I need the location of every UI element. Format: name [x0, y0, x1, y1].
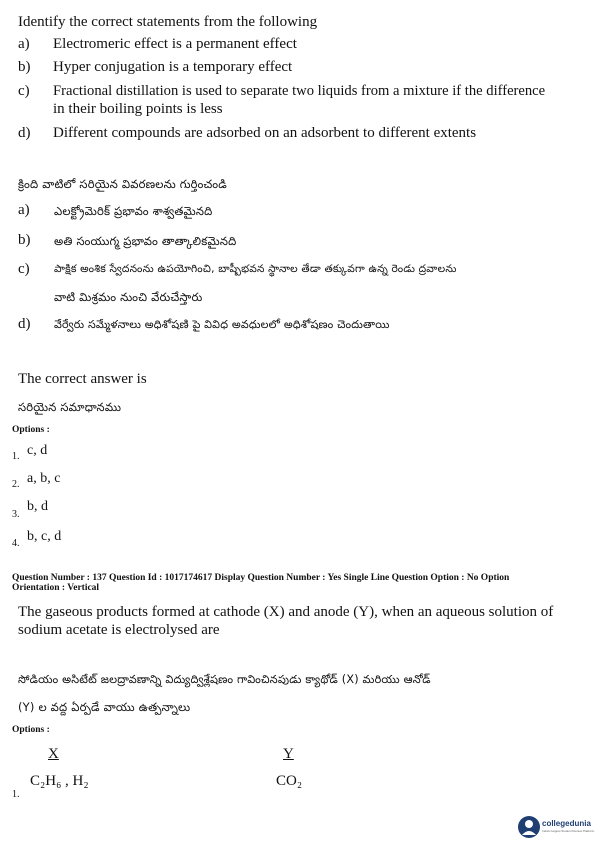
statement-d-label: d)	[18, 125, 31, 141]
option-137-1-y[interactable]: CO₂	[276, 773, 303, 789]
answer-prompt: The correct answer is	[18, 371, 147, 387]
telugu-statement-c-label: c)	[18, 261, 30, 277]
statement-b: Hyper conjugation is a temporary effect	[53, 59, 293, 75]
option-3[interactable]: b, d	[27, 499, 48, 514]
option-1-number: 1.	[12, 451, 20, 462]
option-4-number: 4.	[12, 538, 20, 549]
option-2-number: 2.	[12, 479, 20, 490]
option-3-number: 3.	[12, 509, 20, 520]
brand-name: collegedunia	[542, 819, 591, 828]
statement-a: Electromeric effect is a permanent effect	[53, 36, 297, 52]
telugu-statement-b-label: b)	[18, 232, 31, 248]
telugu-statement-a-label: a)	[18, 202, 30, 218]
statement-c-continued: in their boiling points is less	[53, 101, 223, 117]
question-meta: Question Number : 137 Question Id : 1017174617 Display Question Number : Yes Single Line Question Option : No Option	[12, 573, 510, 583]
question-text: The gaseous products formed at cathode (X) and anode (Y), when an aqueous solution of	[18, 604, 554, 620]
statement-c: Fractional distillation is used to separate two liquids from a mixture if the difference	[53, 83, 546, 99]
telugu-statement-c-continued: వాటి మిశ్రమం నుంచి వేరుచేస్తారు	[54, 290, 203, 304]
options-label-137: Options :	[12, 725, 50, 735]
telugu-statement-b: అతి సంయుగ్మ ప్రభావం తాత్కాలికమైనది	[54, 234, 237, 248]
statement-a-label: a)	[18, 36, 30, 52]
question-prompt: Identify the correct statements from the following	[18, 14, 318, 30]
statement-b-label: b)	[18, 59, 31, 75]
question-text-telugu-continued: (Y) ల వద్ద ఏర్పడే వాయు ఉత్పన్నాలు	[18, 700, 191, 714]
brand-logo	[518, 815, 593, 839]
statement-d: Different compounds are adsorbed on an adsorbent to different extents	[53, 125, 477, 141]
question-orientation: Orientation : Vertical	[12, 583, 100, 593]
telugu-prompt: క్రింది వాటిలో సరియైన వివరణలను గుర్తించండి	[18, 177, 227, 191]
option-2[interactable]: a, b, c	[27, 471, 61, 486]
column-x-header: X	[48, 746, 59, 762]
telugu-statement-a: ఎలక్ట్రోమెరిక్ ప్రభావం శాశ్వతమైనది	[54, 204, 213, 218]
option-137-1-x[interactable]: C₂H₆ , H₂	[30, 773, 89, 789]
option-137-1-number: 1.	[12, 789, 20, 800]
answer-prompt-telugu: సరియైన సమాధానము	[18, 400, 122, 414]
brand-avatar-icon	[518, 816, 540, 838]
brand-tagline: India's largest Student Review Platform	[542, 829, 595, 833]
question-text-telugu: సోడియం అసిటేట్ జలద్రావణాన్ని విద్యుద్విశ్లేషణం గావించినపుడు క్యాథోడ్ (X) మరియు ఆనోడ్	[18, 673, 431, 686]
option-1[interactable]: c, d	[27, 443, 48, 458]
telugu-statement-d: వేర్వేరు సమ్మేళనాలు అధిశోషణి పై వివిధ అవధులలో అధిశోషణం చెందుతాయి	[54, 318, 390, 331]
statement-c-label: c)	[18, 83, 30, 99]
question-text-continued: sodium acetate is electrolysed are	[18, 622, 220, 638]
column-y-header: Y	[283, 746, 294, 762]
option-4[interactable]: b, c, d	[27, 529, 62, 544]
telugu-statement-d-label: d)	[18, 316, 31, 332]
options-label: Options :	[12, 425, 50, 435]
telugu-statement-c: పాక్షిక అంశిక స్వేదనంను ఉపయోగించి, బాష్పీభవన స్థానాల తేడా తక్కువగా ఉన్న రెండు ద్రవాలను	[54, 263, 457, 275]
